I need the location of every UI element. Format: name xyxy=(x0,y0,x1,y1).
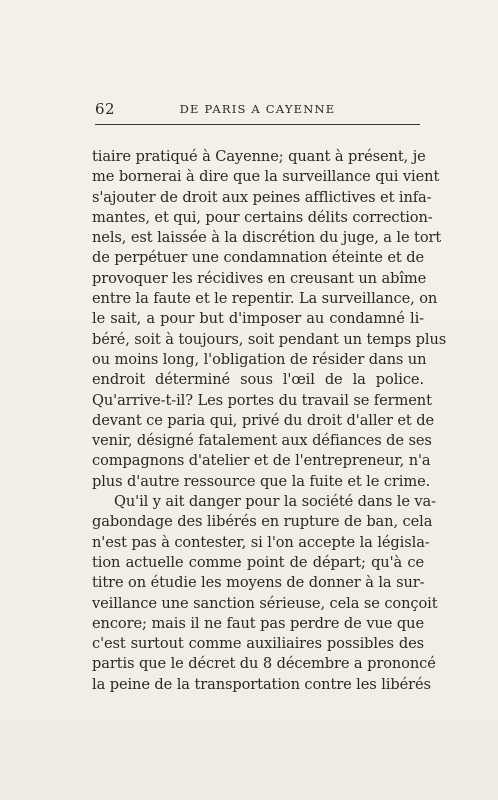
text-line: nels, est laissée à la discrétion du juge, a le tort xyxy=(92,229,442,247)
text-line: ou moins long, l'obligation de résider dans un xyxy=(92,350,427,368)
text-line: veillance une sanction sérieuse, cela se conçoit xyxy=(92,594,438,612)
text-line: Qu'arrive-t-il? Les portes du travail se ferment xyxy=(92,391,432,409)
header-rule xyxy=(95,124,420,125)
text-line: le sait, a pour but d'imposer au condamné li- xyxy=(92,310,424,328)
text-line: entre la faute et le repentir. La surveillance, on xyxy=(92,290,438,308)
text-line: de perpétuer une condamnation éteinte et de xyxy=(92,249,424,267)
text-line: tiaire pratiqué à Cayenne; quant à présent, je xyxy=(92,148,426,165)
text-line: s'ajouter de droit aux peines afflictives et infa- xyxy=(92,188,432,206)
text-line: Qu'il y ait danger pour la société dans le va- xyxy=(114,493,436,511)
text-line: c'est surtout comme auxiliaires possibles des xyxy=(92,635,424,653)
text-line: venir, désigné fatalement aux défiances de ses xyxy=(92,432,432,450)
text-line: partis que le décret du 8 décembre a prononcé xyxy=(92,655,436,673)
text-line: compagnons d'atelier et de l'entrepreneur, n'a xyxy=(92,452,431,470)
running-head: DE PARIS A CAYENNE xyxy=(179,102,336,116)
text-line: devant ce paria qui, privé du droit d'aller et de xyxy=(92,411,435,429)
page-header xyxy=(95,100,420,124)
text-line: encore; mais il ne faut pas perdre de vue que xyxy=(92,614,424,632)
text-line: titre on étudie les moyens de donner à la sur- xyxy=(92,574,425,592)
text-line: n'est pas à contester, si l'on accepte la législa- xyxy=(92,533,430,551)
text-line: me bornerai à dire que la surveillance qui vient xyxy=(92,168,440,186)
text-line: gabondage des libérés en rupture de ban, cela xyxy=(92,513,433,531)
text-line: plus d'autre ressource que la fuite et le crime. xyxy=(92,472,431,490)
text-line: la peine de la transportation contre les libérés xyxy=(92,675,431,693)
text-line: provoquer les récidives en creusant un abîme xyxy=(92,269,427,287)
page-number: 62 xyxy=(95,100,116,118)
text-line: tion actuelle comme point de départ; qu'à ce xyxy=(92,553,424,571)
body-text xyxy=(92,147,447,695)
text-line: béré, soit à toujours, soit pendant un temps plus xyxy=(92,330,447,348)
text-line: mantes, et qui, pour certains délits correction- xyxy=(92,208,433,226)
text-line: endroit déterminé sous l'œil de la police. xyxy=(92,371,424,389)
